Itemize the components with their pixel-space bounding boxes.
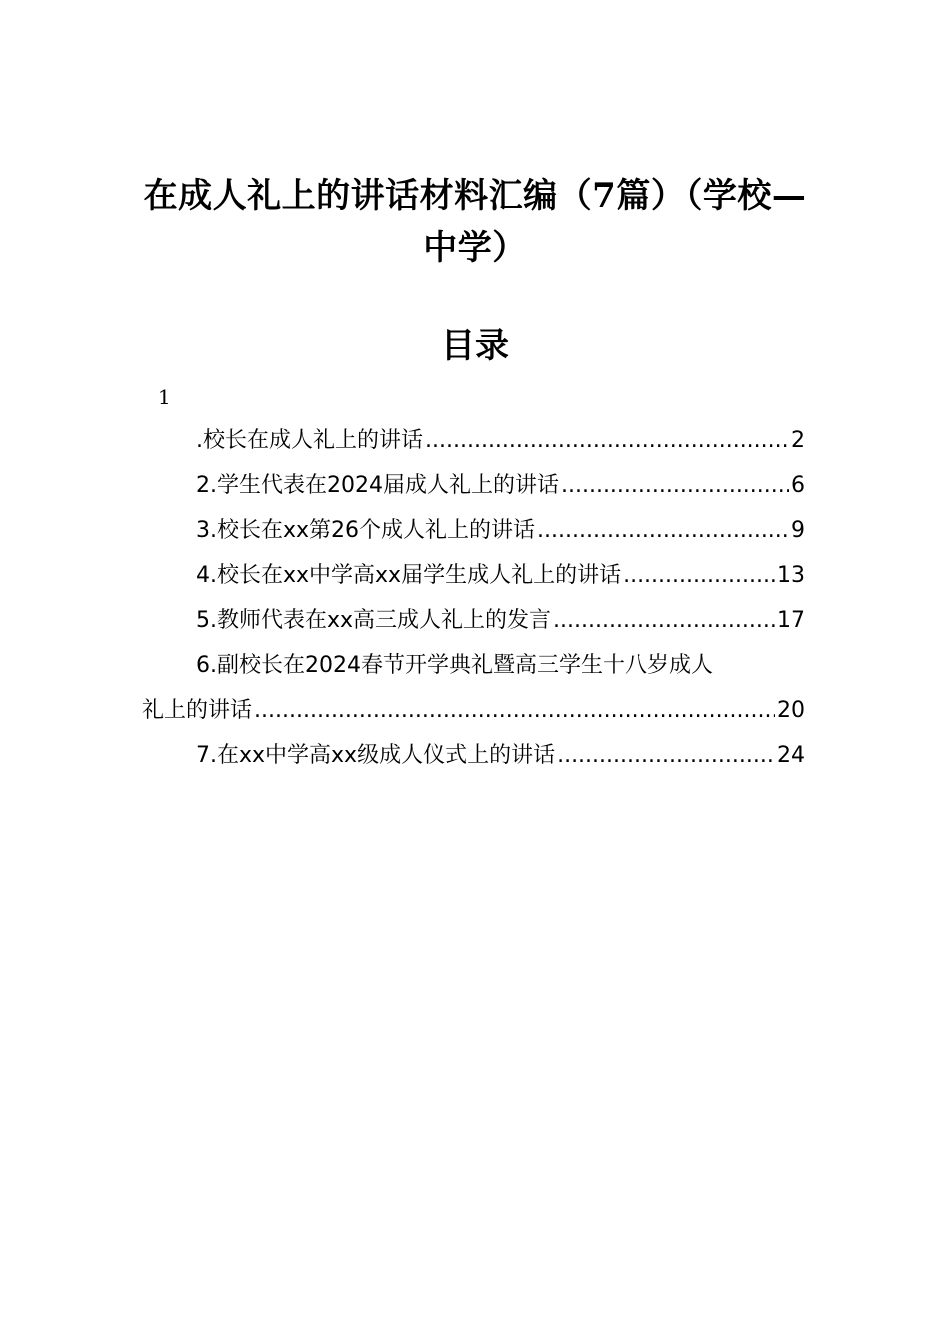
toc-page-number: 2 <box>791 428 805 453</box>
toc-page-number: 24 <box>777 743 805 768</box>
toc-entry-title: 5.教师代表在xx高三成人礼上的发言 <box>196 608 552 633</box>
toc-page-number: 20 <box>777 698 805 723</box>
toc-entry-continuation <box>142 688 805 733</box>
toc-dot-leader <box>561 463 789 508</box>
toc-page-number: 17 <box>777 608 805 633</box>
toc-dot-leader <box>553 598 775 643</box>
toc-entry-3[interactable] <box>142 508 805 553</box>
toc-entry-title: .校长在成人礼上的讲话 <box>196 428 423 453</box>
toc-page-number: 13 <box>777 563 805 588</box>
toc-entry-title: 2.学生代表在2024届成人礼上的讲话 <box>196 473 559 498</box>
toc-marker: 1 <box>158 385 171 409</box>
toc-heading: 目录 <box>441 326 509 366</box>
toc-entry-title: 3.校长在xx第26个成人礼上的讲话 <box>196 518 536 543</box>
table-of-contents <box>142 418 805 778</box>
toc-entry-title-line2: 礼上的讲话 <box>142 698 253 723</box>
toc-entry-title-line1: 6.副校长在2024春节开学典礼暨高三学生十八岁成人 <box>196 653 713 678</box>
toc-entry-title: 4.校长在xx中学高xx届学生成人礼上的讲话 <box>196 563 622 588</box>
document-title: 在成人礼上的讲话材料汇编（7篇）（学校—中学） <box>143 176 807 268</box>
toc-entry-7[interactable] <box>142 733 805 778</box>
toc-entry-title: 7.在xx中学高xx级成人仪式上的讲话 <box>196 743 556 768</box>
toc-dot-leader <box>537 508 789 553</box>
toc-dot-leader <box>623 553 775 598</box>
toc-entry-1[interactable] <box>142 418 805 463</box>
toc-dot-leader <box>425 418 789 463</box>
toc-dot-leader <box>254 688 775 733</box>
toc-entry-5[interactable] <box>142 598 805 643</box>
toc-entry-2[interactable] <box>142 463 805 508</box>
toc-page-number: 9 <box>791 518 805 543</box>
toc-dot-leader <box>557 733 775 778</box>
toc-page-number: 6 <box>791 473 805 498</box>
toc-entry-4[interactable] <box>142 553 805 598</box>
toc-entry-6[interactable] <box>142 643 805 733</box>
